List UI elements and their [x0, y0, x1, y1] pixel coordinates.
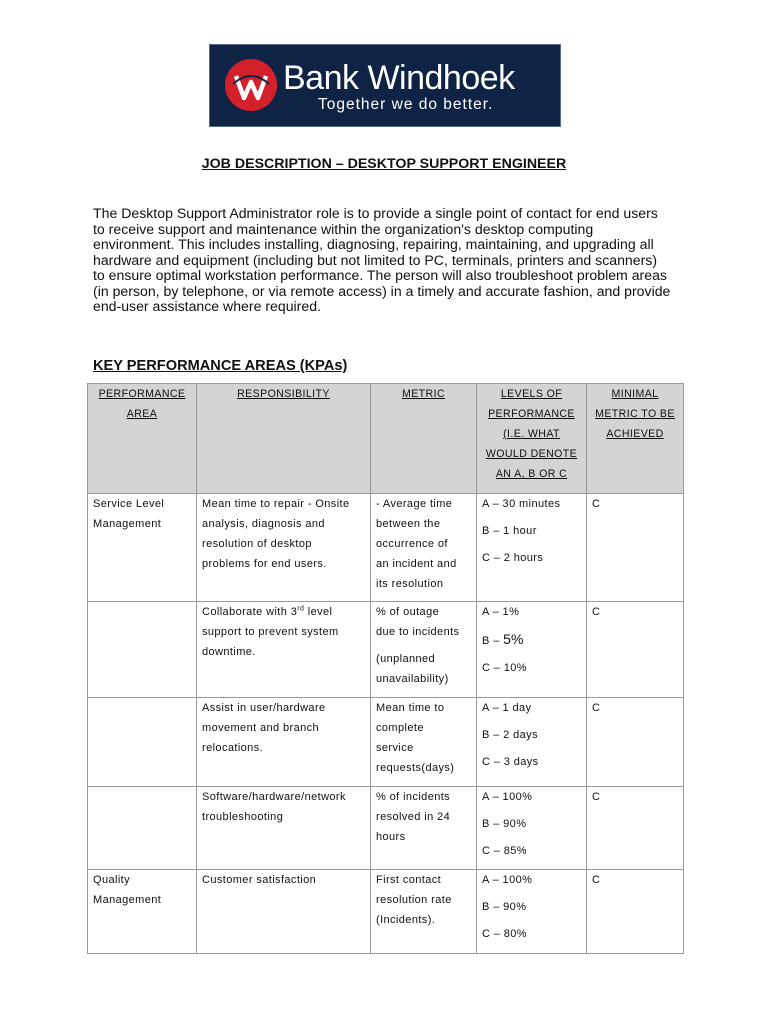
level-line: A – 100%: [482, 791, 533, 803]
level-line: B – 1 hour: [482, 525, 537, 537]
page-title: JOB DESCRIPTION – DESKTOP SUPPORT ENGINEER: [201, 156, 567, 172]
intro-line: end-user assistance where required.: [93, 298, 321, 314]
header-line: LEVELS OF: [500, 388, 563, 400]
header-line: PERFORMANCE: [98, 388, 186, 400]
cell-line: occurrence of: [376, 538, 448, 550]
cell-text: level: [304, 606, 333, 618]
level-line: C – 10%: [482, 662, 527, 674]
intro-line: (in person, by telephone, or via remote access) in a timely and accurate fashion, and provide: [93, 282, 671, 299]
level-line: A – 30 minutes: [482, 498, 561, 510]
cell-line: service: [376, 742, 414, 754]
cell-line: First contact: [376, 874, 442, 886]
header-levels: [477, 384, 587, 494]
cell-line: Mean time to repair - Onsite: [202, 498, 350, 510]
cell-text: Collaborate with 3: [202, 606, 298, 618]
level-line: A – 1%: [482, 606, 520, 618]
header-line: ACHIEVED: [606, 428, 664, 440]
cell-area: [88, 787, 197, 870]
intro-line: hardware and equipment (including but not limited to PC, terminals, printers and scanners): [93, 251, 658, 268]
level-line: C – 80%: [482, 928, 527, 940]
cell-line: Software/hardware/network: [202, 791, 346, 803]
cell-line: relocations.: [202, 742, 264, 754]
cell-responsibility: [197, 870, 371, 954]
cell-line: downtime.: [202, 646, 256, 658]
cell-line: problems for end users.: [202, 558, 327, 570]
cell-levels: [477, 698, 587, 787]
cell-responsibility: [197, 494, 371, 602]
cell-levels: [477, 494, 587, 602]
header-metric: [371, 384, 477, 494]
cell-line: hours: [376, 831, 406, 843]
ordinal-suffix: rd: [297, 605, 305, 613]
level-line: C – 2 hours: [482, 552, 544, 564]
header-line: METRIC: [401, 388, 445, 400]
header-line: (I.E. WHAT: [503, 428, 560, 440]
cell-line: (Incidents).: [376, 914, 436, 926]
cell-line: [202, 602, 365, 622]
level-prefix: B –: [482, 635, 504, 647]
cell-line: % of incidents: [376, 791, 451, 803]
table-row: [88, 870, 684, 954]
cell-area: [88, 870, 197, 954]
cell-line: - Average time: [376, 498, 453, 510]
kpa-heading: KEY PERFORMANCE AREAS (KPAs): [93, 358, 348, 374]
intro-line: to receive support and maintenance within the organization's desktop computing: [93, 220, 594, 237]
level-line: A – 1 day: [482, 702, 532, 714]
table-header-row: [88, 384, 684, 494]
cell-minimal: C: [587, 698, 684, 787]
cell-metric: [371, 602, 477, 698]
cell-line: Management: [93, 518, 162, 530]
cell-line: Customer satisfaction: [202, 874, 317, 886]
cell-line: Quality: [93, 874, 131, 886]
cell-line: % of outage: [376, 606, 440, 618]
level-line: B – 90%: [482, 901, 527, 913]
level-line: [482, 629, 581, 651]
cell-line: Service Level: [93, 498, 165, 510]
bank-windhoek-emblem-icon: [224, 58, 278, 112]
cell-metric: [371, 494, 477, 602]
cell-area: [88, 698, 197, 787]
header-line: AREA: [126, 408, 158, 420]
cell-minimal: C: [587, 787, 684, 870]
cell-minimal: C: [587, 494, 684, 602]
level-line: C – 3 days: [482, 756, 539, 768]
header-responsibility: [197, 384, 371, 494]
cell-line: troubleshooting: [202, 811, 284, 823]
logo-tagline: Together we do better.: [318, 96, 494, 113]
header-line: MINIMAL: [611, 388, 659, 400]
cell-line: an incident and: [376, 558, 457, 570]
header-line: METRIC TO BE: [595, 408, 675, 420]
table-row: [88, 494, 684, 602]
level-line: B – 2 days: [482, 729, 538, 741]
table-row: [88, 787, 684, 870]
cell-line: unavailability): [376, 673, 449, 685]
intro-line: The Desktop Support Administrator role is to provide a single point of contact for end users: [93, 205, 658, 221]
cell-line: between the: [376, 518, 441, 530]
header-line: PERFORMANCE: [488, 408, 575, 420]
cell-line: resolution of desktop: [202, 538, 312, 550]
intro-line: environment. This includes installing, diagnosing, repairing, maintaining, and upgrading all: [93, 236, 654, 252]
level-line: B – 90%: [482, 818, 527, 830]
header-performance-area: [88, 384, 197, 494]
logo-name: Bank Windhoek: [283, 59, 515, 97]
cell-line: complete: [376, 722, 424, 734]
header-line: AN A, B OR C: [495, 468, 568, 480]
cell-metric: [371, 787, 477, 870]
cell-levels: [477, 870, 587, 954]
cell-line: requests(days): [376, 762, 455, 774]
cell-metric: [371, 698, 477, 787]
cell-line: support to prevent system: [202, 626, 339, 638]
cell-metric: [371, 870, 477, 954]
kpa-table: [87, 383, 684, 954]
cell-responsibility: [197, 602, 371, 698]
cell-line: (unplanned: [376, 653, 436, 665]
cell-responsibility: [197, 787, 371, 870]
cell-line: Management: [93, 894, 162, 906]
cell-line: its resolution: [376, 578, 444, 590]
cell-minimal: C: [587, 602, 684, 698]
cell-line: resolved in 24: [376, 811, 451, 823]
cell-responsibility: [197, 698, 371, 787]
table-row: [88, 602, 684, 698]
cell-area: [88, 602, 197, 698]
cell-line: analysis, diagnosis and: [202, 518, 325, 530]
level-line: A – 100%: [482, 874, 533, 886]
cell-line: Mean time to: [376, 702, 445, 714]
cell-minimal: C: [587, 870, 684, 954]
header-line: WOULD DENOTE: [485, 448, 578, 460]
level-line: C – 85%: [482, 845, 527, 857]
header-line: RESPONSIBILITY: [237, 388, 330, 400]
intro-line: to ensure optimal workstation performance. The person will also troubleshoot problem areas: [93, 267, 667, 283]
cell-area: [88, 494, 197, 602]
level-value: 5%: [503, 631, 524, 647]
intro-paragraph: [93, 206, 693, 315]
cell-levels: [477, 602, 587, 698]
header-minimal-metric: [587, 384, 684, 494]
cell-line: movement and branch: [202, 722, 320, 734]
cell-levels: [477, 787, 587, 870]
cell-line: due to incidents: [376, 626, 460, 638]
cell-line: resolution rate: [376, 894, 452, 906]
bank-logo: [209, 44, 561, 127]
table-row: [88, 698, 684, 787]
cell-line: Assist in user/hardware: [202, 702, 326, 714]
